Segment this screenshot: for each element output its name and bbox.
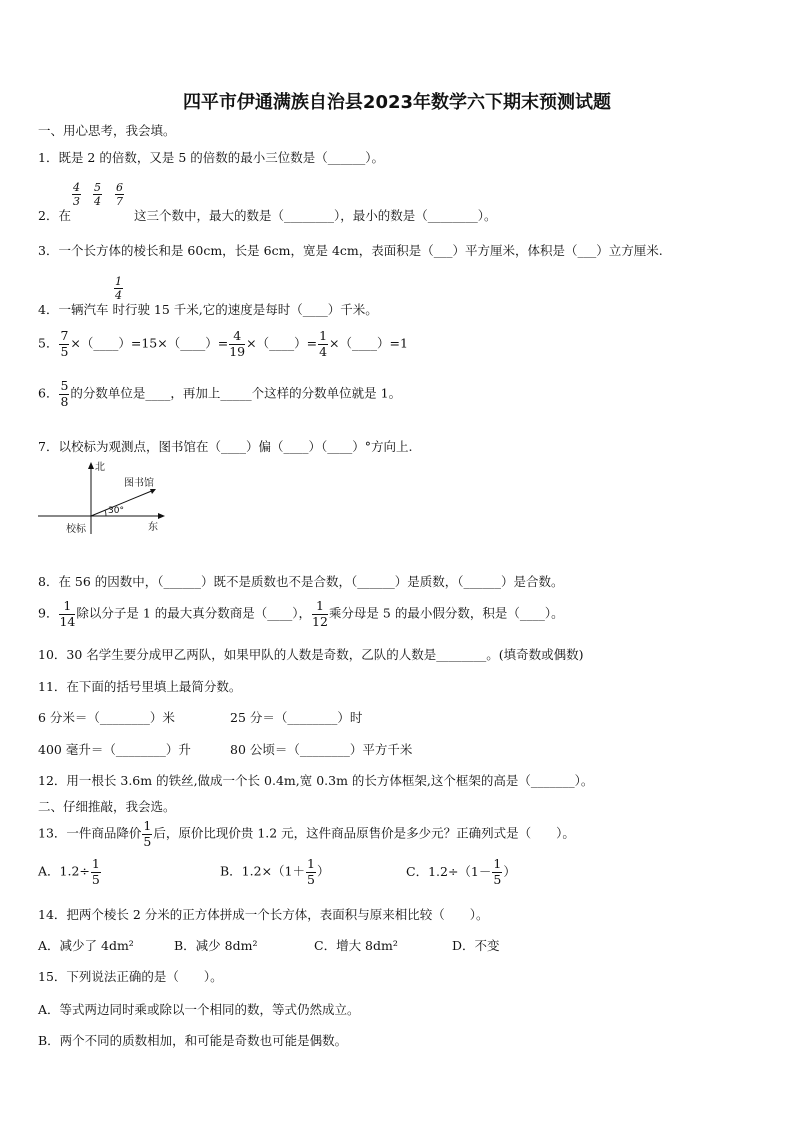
- q13-options: [38, 858, 516, 886]
- q4-fraction: 1 4: [115, 275, 122, 302]
- q2-number: 2．在: [38, 208, 71, 223]
- east-label: 东: [148, 522, 158, 533]
- q14-option-d: D．不变: [452, 938, 500, 953]
- question-12: 12．用一根长 3.6m 的铁丝,做成一个长 0.4m,宽 0.3m 的长方体框架,这个框架的高是（_______）。: [38, 773, 594, 788]
- q13-option-a: A．1.2÷ $\frac{1}{5}$: [38, 856, 100, 887]
- q9-fraction-1: $\frac{1}{14}$: [59, 598, 76, 629]
- q13-option-c: C．1.2÷（1－ $\frac{1}{5}$ ）: [406, 856, 516, 887]
- east-arrow-icon: [158, 513, 165, 519]
- question-5: [38, 330, 408, 358]
- q9-part-1: 除以分子是 1 的最大真分数商是（____），: [76, 605, 312, 621]
- library-label: 图书馆: [124, 478, 154, 489]
- q5-fraction-3: $\frac{1}{4}$: [319, 328, 328, 359]
- q2-fraction-1: 4 3: [73, 181, 80, 208]
- q11-item-3: 400 毫升＝（________）升: [38, 742, 191, 757]
- origin-label: 校标: [66, 524, 86, 535]
- q15-option-b: B．两个不同的质数相加，和可能是奇数也可能是偶数。: [38, 1033, 348, 1048]
- q9-number: 9．: [38, 605, 59, 621]
- q11-item-2: 25 分＝（________）时: [230, 710, 363, 725]
- question-2: [38, 206, 496, 224]
- question-8: 8．在 56 的因数中，（______）既不是质数也不是合数，（______）是质数，（______）是合数。: [38, 574, 564, 589]
- q5-fraction-2: $\frac{4}{19}$: [229, 328, 246, 359]
- q11-row-2: [38, 740, 412, 758]
- q5-fraction-1: $\frac{7}{5}$: [60, 328, 69, 359]
- q11-item-4: 80 公顷＝（________）平方千米: [230, 742, 413, 757]
- q9-part-2: 乘分母是 5 的最小假分数，积是（____）。: [328, 605, 564, 621]
- angle-arc: [105, 510, 106, 516]
- question-13: [38, 820, 575, 848]
- q11-item-1: 6 分米＝（________）米: [38, 710, 175, 725]
- question-10: 10．30 名学生要分成甲乙两队，如果甲队的人数是奇数，乙队的人数是________。(填奇数或偶数): [38, 647, 584, 662]
- q2-fraction-2: 5 4: [94, 181, 101, 208]
- q6-fraction: $\frac{5}{8}$: [60, 378, 69, 409]
- q5-part-2: ×（____）=: [246, 335, 318, 351]
- q13-fraction: $\frac{1}{5}$: [143, 818, 152, 849]
- q6-number: 6．: [38, 385, 59, 401]
- question-6: [38, 380, 401, 408]
- page-title: 四平市伊通满族自治县2023年数学六下期末预测试题: [182, 92, 612, 113]
- question-9: [38, 600, 564, 628]
- q2-fraction-3: 6 7: [116, 181, 123, 208]
- question-14: 14．把两个棱长 2 分米的正方体拼成一个长方体，表面积与原来相比较（ ）。: [38, 907, 489, 922]
- question-15: 15．下列说法正确的是（ ）。: [38, 969, 223, 984]
- question-7: 7．以校标为观测点，图书馆在（____）偏（____）（____）°方向上.: [38, 439, 413, 454]
- question-3: 3．一个长方体的棱长和是 60cm，长是 6cm，宽是 4cm，表面积是（___）平方厘米，体积是（___）立方厘米.: [38, 243, 663, 258]
- north-arrow-icon: [88, 462, 94, 469]
- q4-pre: 4．一辆汽车: [38, 302, 109, 317]
- angle-label: 30°: [108, 506, 124, 516]
- q5-part-3: ×（____）=1: [329, 335, 408, 351]
- q5-number: 5．: [38, 335, 59, 351]
- direction-diagram: [34, 458, 170, 538]
- question-1: 1．既是 2 的倍数，又是 5 的倍数的最小三位数是（______）。: [38, 150, 385, 165]
- q9-fraction-2: $\frac{1}{12}$: [312, 598, 328, 629]
- q15-option-a: A．等式两边同时乘或除以一个相同的数，等式仍然成立。: [38, 1002, 360, 1017]
- q13-option-b: B．1.2×（1＋ $\frac{1}{5}$ ）: [220, 856, 330, 887]
- q14-option-c: C．增大 8dm²: [314, 938, 398, 953]
- q11-row-1: [38, 708, 362, 726]
- q14-options: [38, 936, 500, 954]
- q6-text: 的分数单位是____，再加上_____个这样的分数单位就是 1。: [70, 385, 402, 401]
- north-label: 北: [95, 462, 105, 473]
- q14-option-b: B．减少 8dm²: [174, 938, 258, 953]
- q13-post: 后，原价比现价贵 1.2 元，这件商品原售价是多少元？正确列式是（ ）。: [153, 825, 575, 841]
- q2-text: 这三个数中，最大的数是（________），最小的数是（________）。: [133, 208, 497, 223]
- question-4: [38, 300, 378, 318]
- q5-part-1: ×（____）=15×（____）=: [70, 335, 229, 351]
- section-1-heading: 一、用心思考，我会填。: [38, 123, 176, 138]
- question-11: 11．在下面的括号里填上最简分数。: [38, 679, 242, 694]
- q14-option-a: A．减少了 4dm²: [38, 938, 134, 953]
- q13-pre: 13．一件商品降价: [38, 825, 142, 841]
- q4-post: 时行驶 15 千米,它的速度是每时（____）千米。: [112, 302, 378, 317]
- section-2-heading: 二、仔细推敲，我会选。: [38, 799, 176, 814]
